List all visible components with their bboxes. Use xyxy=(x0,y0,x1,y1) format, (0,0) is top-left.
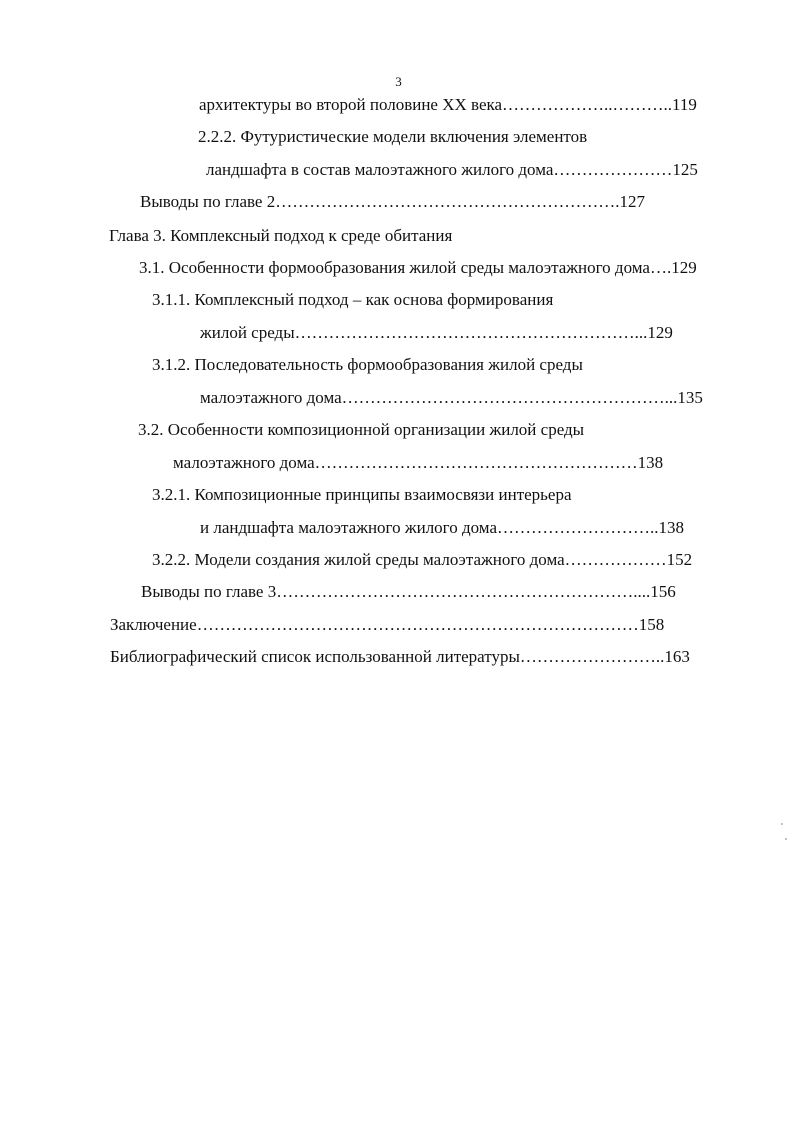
toc-line xyxy=(200,322,673,346)
toc-line-text: Заключение……………………………………………………………………158 xyxy=(110,615,665,634)
toc-line xyxy=(138,419,584,443)
toc-line-text: 3.2.2. Модели создания жилой среды малоэтажного дома………………152 xyxy=(152,550,693,569)
toc-line-text: 2.2.2. Футуристические модели включения элементов xyxy=(198,127,588,146)
toc-line xyxy=(141,581,676,605)
toc-line-text: 3.2. Особенности композиционной организации жилой среды xyxy=(138,420,585,439)
toc-line-text: Выводы по главе 3………………………………………………………....156 xyxy=(141,582,676,601)
toc-line xyxy=(152,354,583,378)
toc-line xyxy=(110,614,664,638)
toc-line xyxy=(152,289,553,313)
toc-line xyxy=(140,191,645,215)
toc-line-text: жилой среды……………………………………………………...129 xyxy=(200,323,673,342)
toc-line-text: 3.1.2. Последовательность формообразования жилой среды xyxy=(152,355,583,374)
toc-line xyxy=(199,94,697,118)
toc-line-text: Выводы по главе 2…………………………………………………….127 xyxy=(140,192,645,211)
toc-line-text: 3.2.1. Композиционные принципы взаимосвязи интерьера xyxy=(152,485,572,504)
toc-line xyxy=(206,159,698,183)
toc-line xyxy=(110,646,690,670)
toc-line-text: малоэтажного дома…………………………………………………...135 xyxy=(200,388,703,407)
scan-speck xyxy=(785,838,787,840)
toc-line xyxy=(152,484,572,508)
toc-line xyxy=(198,126,587,150)
toc-chapter-heading xyxy=(109,225,452,249)
scan-speck xyxy=(781,823,783,825)
toc-line-text: архитектуры во второй половине XX века………………..………..119 xyxy=(199,95,697,114)
toc-line-text: Библиографический список использованной литературы……………………..163 xyxy=(110,647,690,666)
toc-line-text: малоэтажного дома…………………………………………………138 xyxy=(173,453,664,472)
toc-line xyxy=(200,517,684,541)
toc-line-text: Глава 3. Комплексный подход к среде обитания xyxy=(109,226,453,245)
toc-line xyxy=(139,257,697,281)
toc-line-text: 3.1.1. Комплексный подход – как основа формирования xyxy=(152,290,554,309)
toc-line xyxy=(200,387,703,411)
toc-line-text: 3.1. Особенности формообразования жилой среды малоэтажного дома….129 xyxy=(139,258,697,277)
toc-line-text: ландшафта в состав малоэтажного жилого дома…………………125 xyxy=(206,160,698,179)
page-number: 3 xyxy=(395,74,402,89)
toc-line xyxy=(173,452,663,476)
toc-line xyxy=(152,549,692,573)
toc-line-text: и ландшафта малоэтажного жилого дома………………………..138 xyxy=(200,518,684,537)
